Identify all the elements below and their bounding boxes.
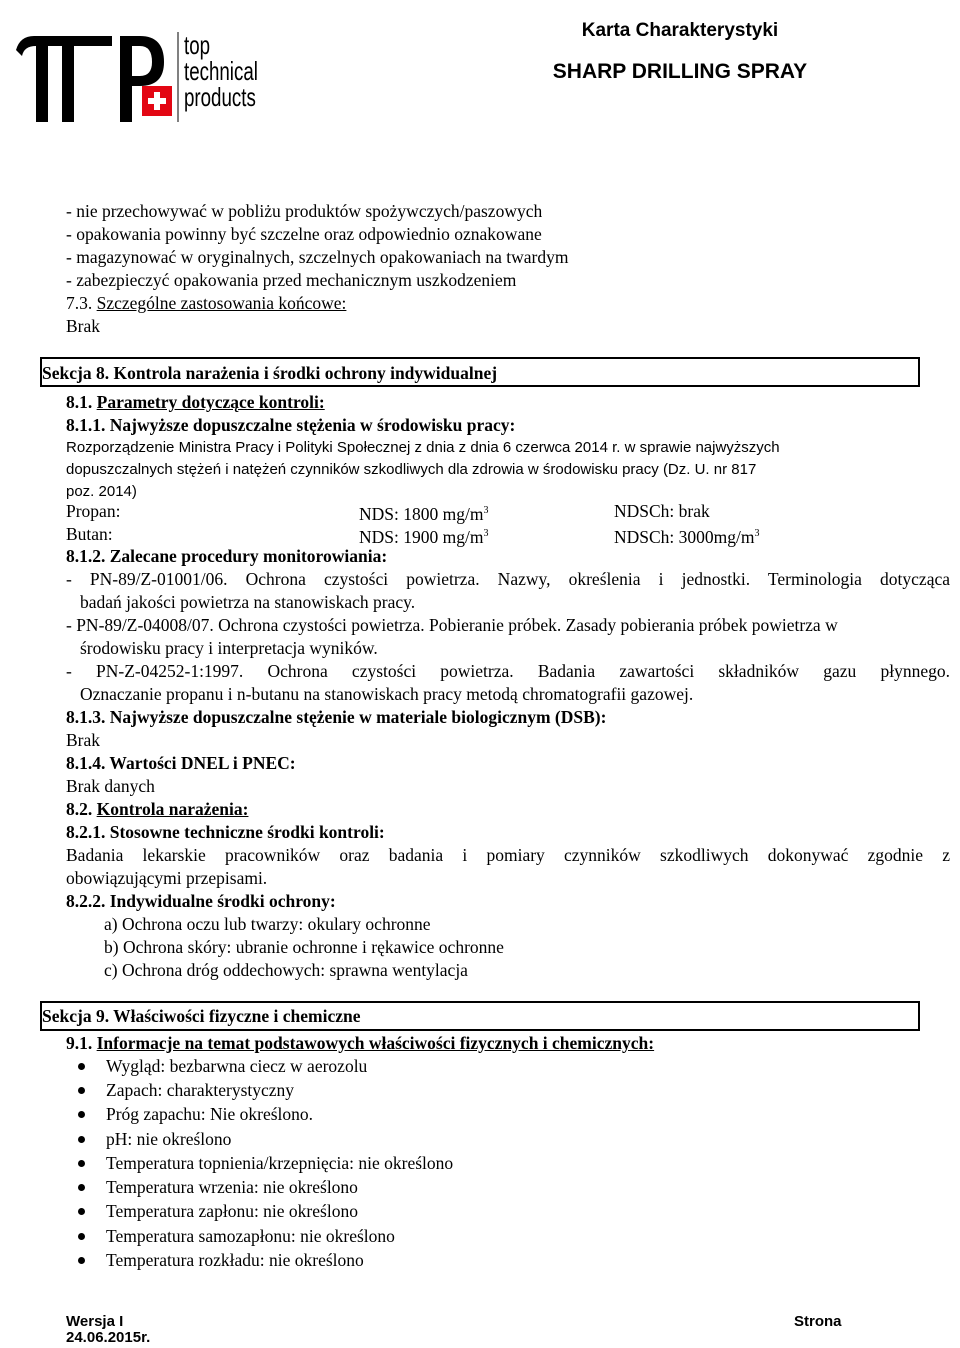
regulation-line: Rozporządzenie Ministra Pracy i Polityki Społecznej z dnia z dnia 6 czerwca 2014 r. w sprawie najwyższych — [66, 439, 780, 456]
monitoring-line: środowisku pracy i interpretacja wyników. — [80, 638, 378, 658]
section-number: 8.2. — [66, 799, 93, 819]
section-9-1-heading — [66, 1032, 654, 1054]
protection-item: b) Ochrona skóry: ubranie ochronne i rękawice ochronne — [104, 937, 504, 957]
section-title: Informacje na temat podstawowych właściwości fizycznych i chemicznych: — [96, 1033, 655, 1053]
unit-exponent: 3 — [483, 528, 489, 539]
section-number: 8.1. — [66, 392, 93, 412]
monitoring-line: badań jakości powietrza na stanowiskach pracy. — [80, 592, 416, 612]
monitoring-line: Oznaczanie propanu i n-butanu na stanowiskach pracy metodą chromatografii gazowej. — [80, 684, 694, 704]
property-item: Temperatura wrzenia: nie określono — [106, 1177, 358, 1197]
property-item: Wygląd: bezbarwna ciecz w aerozolu — [106, 1056, 368, 1076]
section-title: Szczególne zastosowania końcowe: — [96, 293, 347, 313]
logo-word-top: top — [184, 30, 211, 60]
property-item: Próg zapachu: Nie określono. — [106, 1104, 314, 1124]
property-item: pH: nie określono — [106, 1129, 232, 1149]
nds-value: NDS: 1900 mg/m — [359, 527, 484, 547]
regulation-line: poz. 2014) — [66, 483, 137, 500]
regulation-line: dopuszczalnych stężeń i natężeń czynników szkodliwych dla zdrowia w środowisku pracy (Dz. U. nr 817 — [66, 461, 757, 478]
monitoring-line: - PN-Z-04252-1:1997. Ochrona czystości powietrza. Badania zawartości składników gazu płynnego. — [66, 661, 950, 681]
property-item: Temperatura zapłonu: nie określono — [106, 1201, 358, 1221]
product-name: SHARP DRILLING SPRAY — [552, 60, 808, 83]
monitoring-line: - PN-89/Z-01001/06. Ochrona czystości powietrza. Nazwy, określenia i jednostki. Terminologia dotycząca — [66, 569, 950, 589]
bullet-icon — [78, 1111, 85, 1118]
section-8-1-3-heading: 8.1.3. Najwyższe dopuszczalne stężenie w materiale biologicznym (DSB): — [66, 707, 607, 727]
limit-substance: Propan: — [66, 501, 121, 521]
property-item: Temperatura topnienia/krzepnięcia: nie określono — [106, 1153, 454, 1173]
unit-exponent: 3 — [483, 505, 489, 516]
ndsch-value: NDSCh: brak — [614, 501, 710, 521]
document-type: Karta Charakterystyki — [581, 20, 779, 41]
bullet-icon — [78, 1063, 85, 1070]
logo-word-products: products — [184, 82, 256, 112]
section-8-1-4-value: Brak danych — [66, 776, 155, 796]
section-title: Kontrola narażenia: — [96, 799, 249, 819]
section-8-1-heading — [66, 391, 325, 413]
nds-value: NDS: 1800 mg/m — [359, 504, 484, 524]
limit-nds — [359, 500, 488, 525]
section-title: Parametry dotyczące kontroli: — [96, 392, 325, 412]
section-number: 9.1. — [66, 1033, 93, 1053]
section-8-2-heading — [66, 798, 248, 820]
bullet-icon — [78, 1087, 85, 1094]
storage-line: - magazynować w oryginalnych, szczelnych opakowaniach na twardym — [66, 247, 569, 267]
limit-ndsch — [614, 500, 710, 522]
section-8-2-1-heading: 8.2.1. Stosowne techniczne środki kontroli: — [66, 822, 385, 842]
section-9-title: Sekcja 9. Właściwości fizyczne i chemiczne — [42, 1006, 361, 1026]
property-item: Temperatura samozapłonu: nie określono — [106, 1226, 395, 1246]
section-7-3-value: Brak — [66, 316, 101, 336]
section-number: 7.3. — [66, 293, 93, 313]
section-8-1-1-heading: 8.1.1. Najwyższe dopuszczalne stężenia w środowisku pracy: — [66, 415, 516, 435]
limit-substance: Butan: — [66, 524, 113, 544]
section-8-title: Sekcja 8. Kontrola narażenia i środki ochrony indywidualnej — [42, 363, 498, 383]
bullet-icon — [78, 1257, 85, 1264]
footer-date: 24.06.2015r. — [66, 1329, 151, 1346]
storage-line: - zabezpieczyć opakowania przed mechanicznym uszkodzeniem — [66, 270, 517, 290]
property-item: Temperatura rozkładu: nie określono — [106, 1250, 364, 1270]
logo-text — [184, 32, 258, 110]
company-logo — [12, 22, 258, 132]
section-8-1-3-value: Brak — [66, 730, 101, 750]
protection-item: a) Ochrona oczu lub twarzy: okulary ochronne — [104, 914, 431, 934]
ndsch-value: NDSCh: 3000mg/m — [614, 527, 755, 547]
bullet-icon — [78, 1233, 85, 1240]
property-item: Zapach: charakterystyczny — [106, 1080, 295, 1100]
bullet-icon — [78, 1208, 85, 1215]
storage-line: - nie przechowywać w pobliżu produktów spożywczych/paszowych — [66, 201, 543, 221]
protection-item: c) Ochrona dróg oddechowych: sprawna wentylacja — [104, 960, 468, 980]
bullet-icon — [78, 1184, 85, 1191]
footer-version: Wersja I — [66, 1313, 124, 1330]
logo-word-technical: technical — [184, 56, 258, 86]
section-7-3-heading — [66, 292, 346, 314]
section-8-2-2-heading: 8.2.2. Indywidualne środki ochrony: — [66, 891, 336, 911]
section-8-1-2-heading: 8.1.2. Zalecane procedury monitorowiania: — [66, 546, 388, 566]
limit-ndsch — [614, 523, 760, 548]
footer-page-label: Strona — [794, 1313, 842, 1330]
section-8-1-4-heading: 8.1.4. Wartości DNEL i PNEC: — [66, 753, 296, 773]
controls-text: obowiązującymi przepisami. — [66, 868, 268, 888]
bullet-icon — [78, 1136, 85, 1143]
monitoring-line: - PN-89/Z-04008/07. Ochrona czystości powietrza. Pobieranie próbek. Zasady pobierania próbek powietrza w — [66, 615, 838, 635]
controls-text: Badania lekarskie pracowników oraz badania i pomiary czynników szkodliwych dokonywać zgodnie z — [66, 845, 950, 865]
unit-exponent: 3 — [754, 528, 760, 539]
bullet-icon — [78, 1160, 85, 1167]
storage-line: - opakowania powinny być szczelne oraz odpowiednio oznakowane — [66, 224, 542, 244]
